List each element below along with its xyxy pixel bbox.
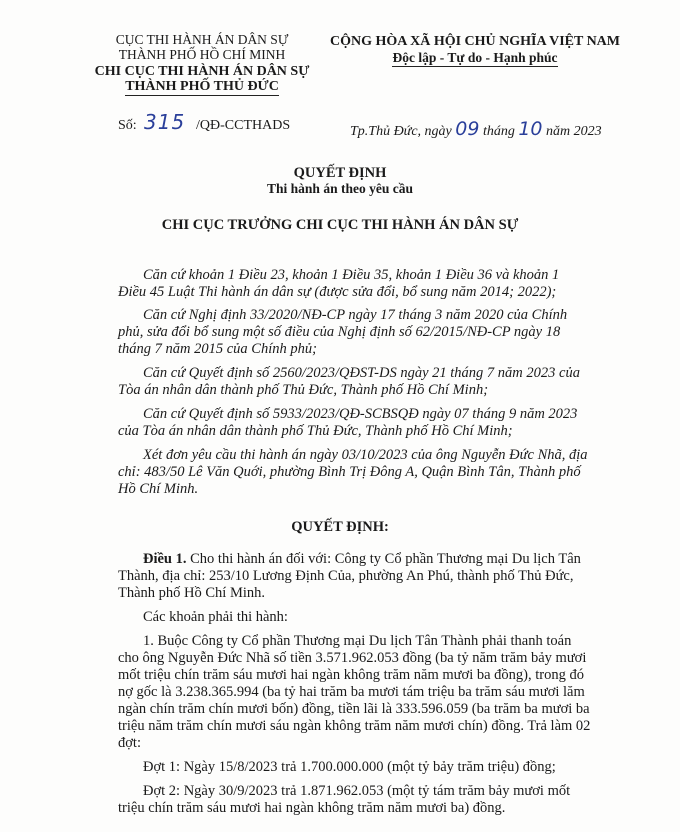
- authority-title: CHI CỤC TRƯỞNG CHI CỤC THI HÀNH ÁN DÂN SỰ: [161, 217, 519, 233]
- basis-line: Căn cứ khoản 1 Điều 23, khoản 1 Điều 35, khoản 1 Điều 36 và khoản 1: [143, 267, 560, 283]
- date-year: năm 2023: [546, 124, 602, 139]
- basis-line: của Tòa án nhân dân thành phố Thủ Đức, Thành phố Hồ Chí Minh;: [118, 423, 513, 439]
- motto: [325, 50, 625, 66]
- basis-line: Căn cứ Quyết định số 5933/2023/QĐ-SCBSQĐ ngày 07 tháng 9 năm 2023: [143, 406, 578, 422]
- article-line: cho ông Nguyễn Đức Nhã số tiền 3.571.962.053 đồng (ba tỷ năm trăm bảy mươi: [118, 650, 587, 666]
- basis-line: Căn cứ Nghị định 33/2020/NĐ-CP ngày 17 tháng 3 năm 2020 của Chính: [143, 307, 568, 323]
- article-line: Thành, địa chỉ: 253/10 Lương Định Của, phường An Phú, thành phố Thủ Đức,: [118, 568, 574, 584]
- date-month: 10: [518, 118, 543, 140]
- article-line: Thành phố Hồ Chí Minh.: [118, 585, 266, 601]
- number-label: Số:: [118, 118, 137, 133]
- date-day: 09: [455, 118, 480, 140]
- document-number: 315: [144, 110, 186, 134]
- basis-line: Hồ Chí Minh.: [118, 481, 199, 497]
- motto-text: Độc lập - Tự do - Hạnh phúc: [392, 50, 558, 65]
- date-prefix: Tp.Thủ Đức, ngày: [350, 124, 452, 139]
- article-line: Các khoản phải thi hành:: [143, 609, 288, 625]
- article-1-label: Điều 1.: [143, 551, 187, 567]
- basis-line: chỉ: 483/50 Lê Văn Quới, phường Bình Trị Đông A, Quận Bình Tân, Thành phố: [118, 464, 581, 480]
- agency-parent: CỤC THI HÀNH ÁN DÂN SỰ: [115, 32, 289, 47]
- basis-line: Xét đơn yêu cầu thi hành án ngày 03/10/2023 của ông Nguyễn Đức Nhã, địa: [143, 447, 588, 463]
- article-line: mốt triệu chín trăm sáu mươi hai ngàn không trăm năm mươi ba đồng), trong đó: [118, 667, 584, 683]
- article-line: triệu năm trăm chín mươi sáu ngàn không trăm năm mươi chín) đồng. Trả làm 02: [118, 718, 591, 734]
- article-line: 1. Buộc Công ty Cổ phần Thương mại Du lịch Tân Thành phải thanh toán: [143, 633, 572, 649]
- article-line: nợ gốc là 3.238.365.994 (ba tỷ hai trăm ba mươi tám triệu ba trăm sáu mươi lăm: [118, 684, 585, 700]
- basis-line: Căn cứ Quyết định số 2560/2023/QĐST-DS ngày 21 tháng 7 năm 2023 của: [143, 365, 580, 381]
- basis-line: Điều 45 Luật Thi hành án dân sự (được sửa đổi, bổ sung năm 2014; 2022);: [118, 284, 557, 300]
- basis-line: tháng 7 năm 2015 của Chính phủ;: [118, 341, 317, 357]
- number-suffix: /QĐ-CCTHADS: [196, 118, 291, 133]
- article-1-text: Cho thi hành án đối với: Công ty Cổ phần Thương mại Du lịch Tân: [186, 551, 581, 567]
- decide-heading: QUYẾT ĐỊNH:: [291, 519, 389, 535]
- article-line: Đợt 2: Ngày 30/9/2023 trả 1.871.962.053 (một tỷ tám trăm bảy mươi mốt: [143, 783, 571, 799]
- article-line: triệu chín trăm sáu mươi hai ngàn không trăm năm mươi ba) đồng.: [118, 800, 506, 816]
- article-line: đợt:: [118, 735, 141, 751]
- article-line: ngàn chín trăm chín mươi bốn) đồng, tiền lãi là 333.596.059 (ba trăm ba mươi ba: [118, 701, 590, 717]
- issue-date: [350, 118, 602, 140]
- agency-city: [82, 79, 322, 94]
- agency-name: CHI CỤC THI HÀNH ÁN DÂN SỰ: [94, 64, 310, 79]
- decision-subtitle: Thi hành án theo yêu cầu: [267, 181, 413, 196]
- article-line: Đợt 1: Ngày 15/8/2023 trả 1.700.000.000 (một tỷ bảy trăm triệu) đồng;: [143, 759, 556, 775]
- date-month-label: tháng: [482, 124, 515, 139]
- basis-line: phủ, sửa đổi bổ sung một số điều của Nghị định số 62/2015/NĐ-CP ngày 18: [118, 324, 561, 340]
- republic-title: CỘNG HÒA XÃ HỘI CHỦ NGHĨA VIỆT NAM: [329, 34, 620, 49]
- decision-title: QUYẾT ĐỊNH: [293, 165, 387, 181]
- agency-parent-city: THÀNH PHỐ HỒ CHÍ MINH: [118, 47, 286, 62]
- agency-city-text: THÀNH PHỐ THỦ ĐỨC: [125, 79, 279, 94]
- basis-line: Tòa án nhân dân thành phố Thủ Đức, Thành phố Hồ Chí Minh;: [118, 382, 489, 398]
- article-1-first-line: [143, 551, 581, 568]
